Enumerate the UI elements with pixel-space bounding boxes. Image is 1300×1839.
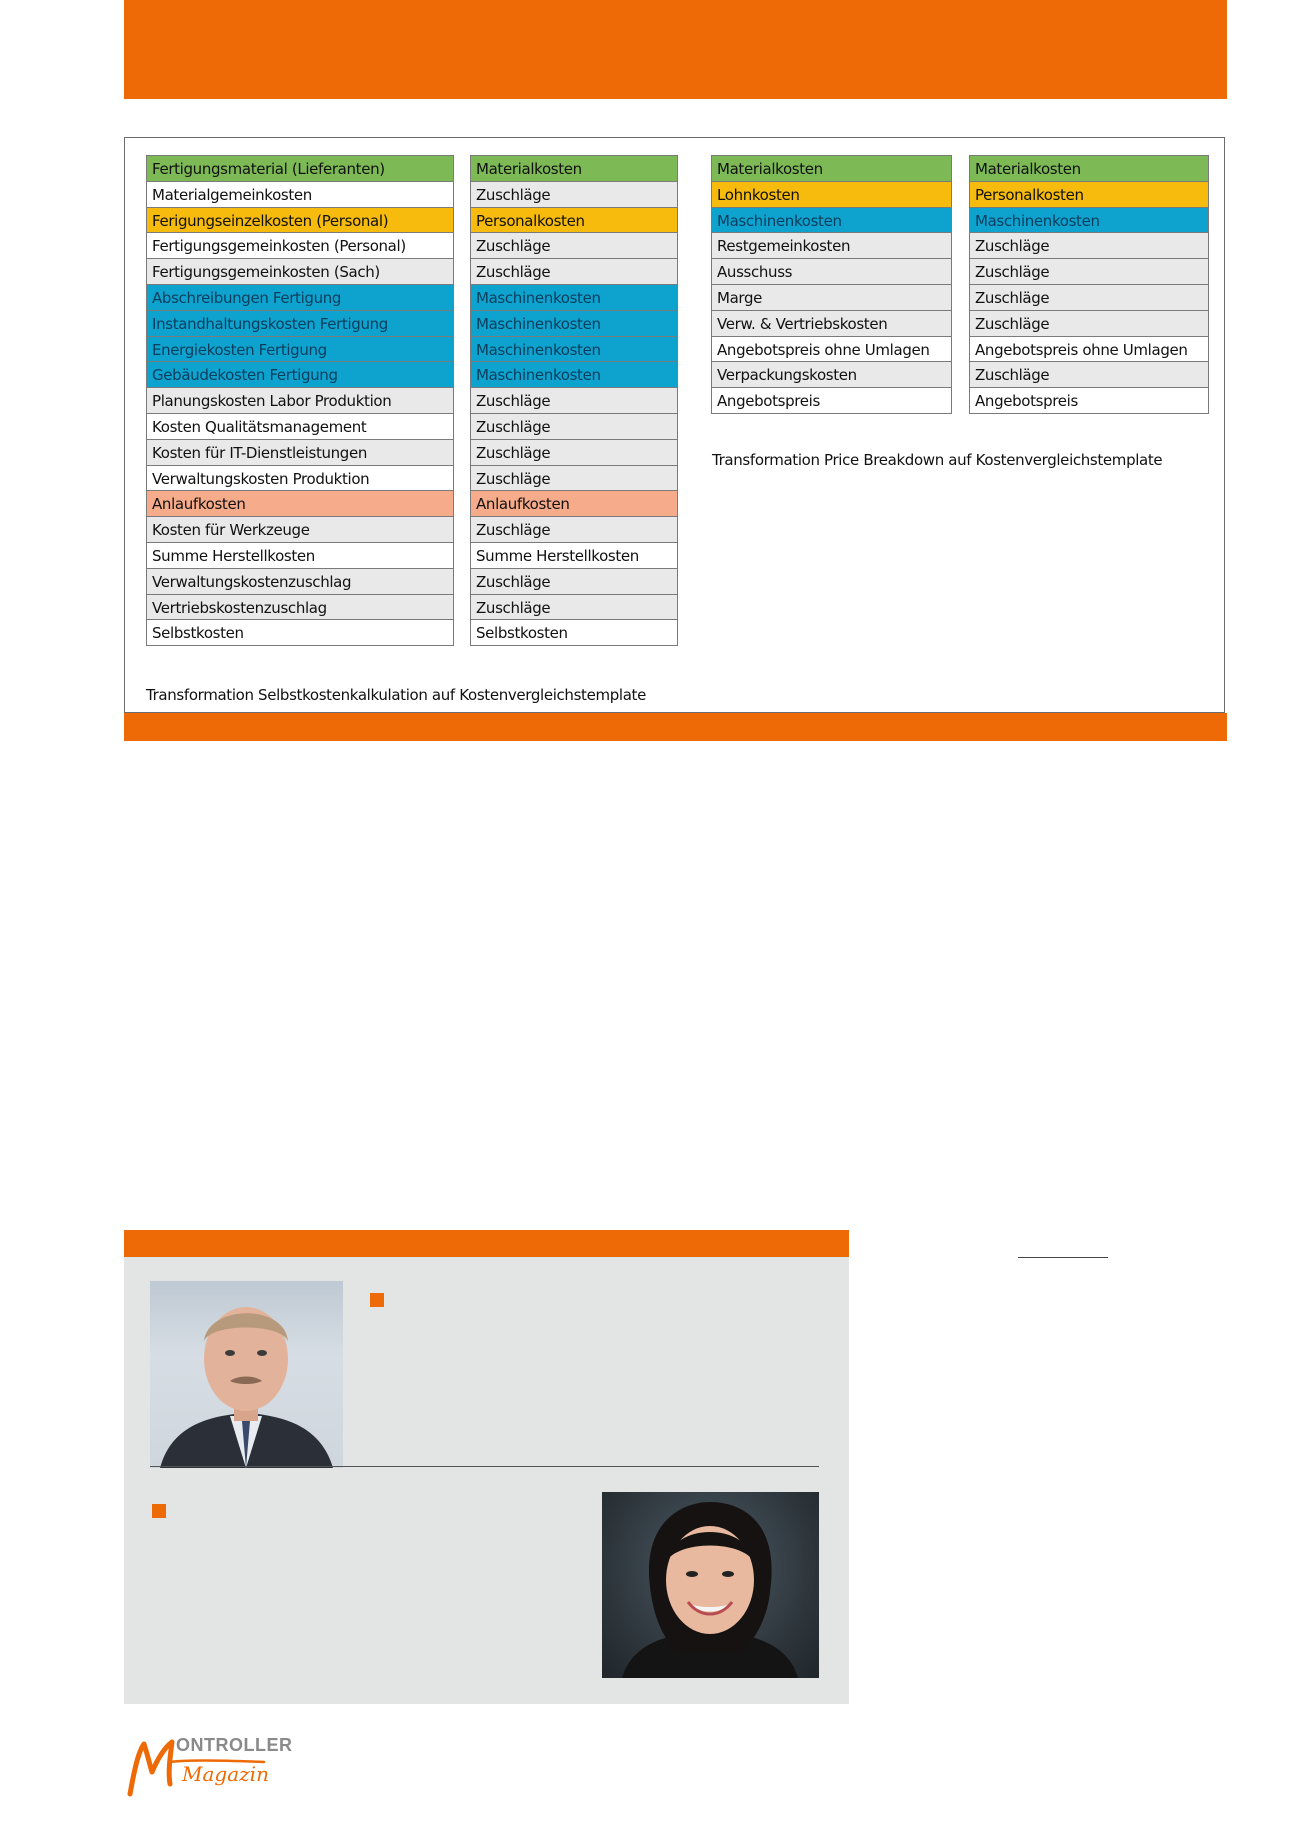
table1-left-cell: Instandhaltungskosten Fertigung xyxy=(146,310,454,337)
table1-left-cell: Fertigungsgemeinkosten (Sach) xyxy=(146,258,454,285)
author-photo-man-illustration xyxy=(150,1281,343,1468)
figure-bottom-bar xyxy=(124,713,1227,741)
author-box-header xyxy=(124,1230,849,1257)
table2-left-cell: Angebotspreis xyxy=(711,387,952,414)
table2-right-cell: Zuschläge xyxy=(969,361,1209,388)
short-rule xyxy=(1018,1257,1108,1258)
table2-left-cell: Angebotspreis ohne Umlagen xyxy=(711,336,952,363)
table1-right-cell: Zuschläge xyxy=(470,594,678,621)
top-accent-bar xyxy=(124,0,1227,99)
table1-right-cell: Summe Herstellkosten xyxy=(470,542,678,569)
table1-right-column xyxy=(470,155,678,645)
table1-left-cell: Summe Herstellkosten xyxy=(146,542,454,569)
table2-left-cell: Maschinenkosten xyxy=(711,207,952,234)
table1-right-cell: Zuschläge xyxy=(470,387,678,414)
author-photo-woman xyxy=(602,1492,819,1678)
table1-left-cell: Verwaltungskosten Produktion xyxy=(146,465,454,492)
table2-right-cell: Zuschläge xyxy=(969,310,1209,337)
table1-left-column xyxy=(146,155,454,645)
table2-left-cell: Lohnkosten xyxy=(711,181,952,208)
logo-text-magazin: Magazin xyxy=(182,1762,269,1786)
table2-right-cell: Zuschläge xyxy=(969,258,1209,285)
table1-right-cell: Selbstkosten xyxy=(470,619,678,646)
table1-left-cell: Fertigungsgemeinkosten (Personal) xyxy=(146,232,454,259)
table1-left-cell: Selbstkosten xyxy=(146,619,454,646)
table1-left-cell: Verwaltungskostenzuschlag xyxy=(146,568,454,595)
table1-right-cell: Zuschläge xyxy=(470,181,678,208)
table1-right-cell: Zuschläge xyxy=(470,516,678,543)
table1-left-cell: Fertigungsmaterial (Lieferanten) xyxy=(146,155,454,182)
table1-left-cell: Vertriebskostenzuschlag xyxy=(146,594,454,621)
table1-right-cell: Maschinenkosten xyxy=(470,361,678,388)
table1-left-cell: Kosten für IT-Dienstleistungen xyxy=(146,439,454,466)
table1-right-cell: Personalkosten xyxy=(470,207,678,234)
controller-magazin-logo xyxy=(124,1732,293,1798)
author-photo-woman-illustration xyxy=(602,1492,819,1678)
author-photo-man xyxy=(150,1281,343,1468)
figure-caption-price-breakdown: Transformation Price Breakdown auf Kostenvergleichstemplate xyxy=(712,451,1163,469)
table1-left-cell: Energiekosten Fertigung xyxy=(146,336,454,363)
logo-text-controller: ONTROLLER xyxy=(176,1735,293,1755)
table2-right-cell: Zuschläge xyxy=(969,284,1209,311)
table1-left-cell: Planungskosten Labor Produktion xyxy=(146,387,454,414)
figure-caption-selbstkosten: Transformation Selbstkostenkalkulation auf Kostenvergleichstemplate xyxy=(146,686,646,704)
table2-left-cell: Verpackungskosten xyxy=(711,361,952,388)
table2-left-cell: Restgemeinkosten xyxy=(711,232,952,259)
table1-right-cell: Zuschläge xyxy=(470,439,678,466)
table1-left-cell: Kosten für Werkzeuge xyxy=(146,516,454,543)
table2-right-cell: Angebotspreis ohne Umlagen xyxy=(969,336,1209,363)
table1-left-cell: Ferigungseinzelkosten (Personal) xyxy=(146,207,454,234)
table1-right-cell: Zuschläge xyxy=(470,413,678,440)
table1-right-cell: Zuschläge xyxy=(470,258,678,285)
table2-left-cell: Ausschuss xyxy=(711,258,952,285)
table1-left-cell: Abschreibungen Fertigung xyxy=(146,284,454,311)
table1-right-cell: Maschinenkosten xyxy=(470,310,678,337)
bullet-square-icon xyxy=(152,1504,166,1518)
bullet-square-icon xyxy=(370,1293,384,1307)
author-divider xyxy=(150,1466,819,1467)
table1-right-cell: Maschinenkosten xyxy=(470,284,678,311)
table1-left-cell: Anlaufkosten xyxy=(146,490,454,517)
table2-right-cell: Angebotspreis xyxy=(969,387,1209,414)
table2-right-column xyxy=(969,155,1209,413)
table1-left-cell: Materialgemeinkosten xyxy=(146,181,454,208)
table1-left-cell: Gebäudekosten Fertigung xyxy=(146,361,454,388)
table1-right-cell: Zuschläge xyxy=(470,232,678,259)
table1-right-cell: Zuschläge xyxy=(470,465,678,492)
table2-left-column xyxy=(711,155,952,413)
table2-left-cell: Materialkosten xyxy=(711,155,952,182)
table2-right-cell: Zuschläge xyxy=(969,232,1209,259)
table2-right-cell: Materialkosten xyxy=(969,155,1209,182)
table2-left-cell: Verw. & Vertriebskosten xyxy=(711,310,952,337)
table2-left-cell: Marge xyxy=(711,284,952,311)
table1-right-cell: Materialkosten xyxy=(470,155,678,182)
table1-right-cell: Anlaufkosten xyxy=(470,490,678,517)
table1-right-cell: Zuschläge xyxy=(470,568,678,595)
table2-right-cell: Personalkosten xyxy=(969,181,1209,208)
table2-right-cell: Maschinenkosten xyxy=(969,207,1209,234)
table1-right-cell: Maschinenkosten xyxy=(470,336,678,363)
table1-left-cell: Kosten Qualitätsmanagement xyxy=(146,413,454,440)
